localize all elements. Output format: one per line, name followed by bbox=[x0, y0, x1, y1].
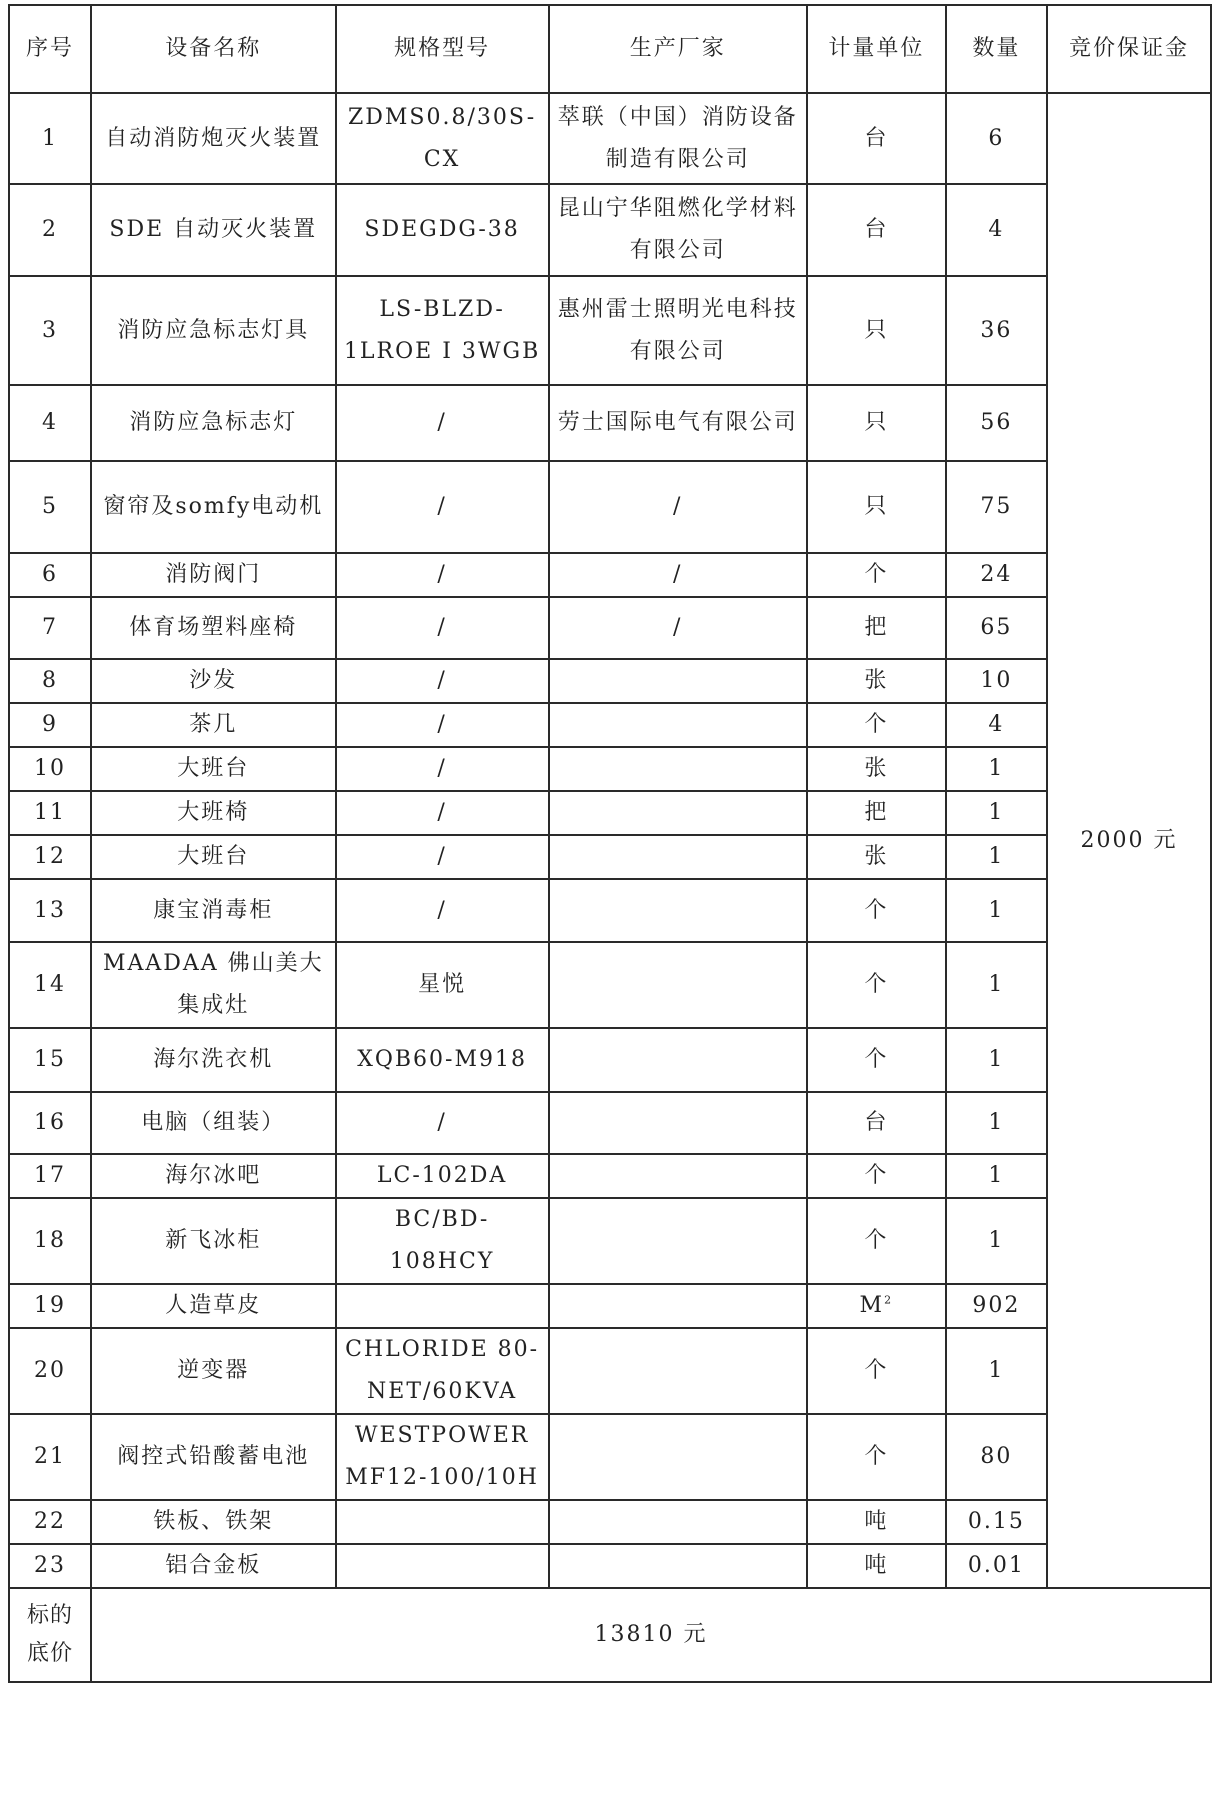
header-no: 序号 bbox=[9, 5, 91, 93]
cell-unit: 吨 bbox=[807, 1500, 946, 1544]
footer-value: 13810 元 bbox=[91, 1588, 1211, 1682]
table-row bbox=[9, 276, 1211, 385]
cell-no: 19 bbox=[9, 1284, 91, 1328]
cell-qty: 4 bbox=[946, 184, 1047, 276]
cell-qty: 1 bbox=[946, 1154, 1047, 1198]
cell-maker bbox=[549, 791, 807, 835]
cell-qty: 1 bbox=[946, 835, 1047, 879]
cell-spec: / bbox=[336, 597, 549, 659]
footer-label: 标的底价 bbox=[9, 1588, 91, 1682]
cell-qty: 1 bbox=[946, 1198, 1047, 1284]
cell-no: 5 bbox=[9, 461, 91, 553]
cell-qty: 56 bbox=[946, 385, 1047, 461]
cell-spec: LC-102DA bbox=[336, 1154, 549, 1198]
table-row bbox=[9, 703, 1211, 747]
cell-qty: 1 bbox=[946, 747, 1047, 791]
cell-spec: BC/BD-108HCY bbox=[336, 1198, 549, 1284]
cell-spec: / bbox=[336, 791, 549, 835]
cell-maker bbox=[549, 659, 807, 703]
cell-qty: 1 bbox=[946, 1328, 1047, 1414]
cell-unit: 个 bbox=[807, 553, 946, 597]
cell-no: 13 bbox=[9, 879, 91, 942]
cell-name: 沙发 bbox=[91, 659, 336, 703]
cell-name: SDE 自动灭火装置 bbox=[91, 184, 336, 276]
cell-qty: 36 bbox=[946, 276, 1047, 385]
table-row bbox=[9, 942, 1211, 1028]
header-unit: 计量单位 bbox=[807, 5, 946, 93]
header-name: 设备名称 bbox=[91, 5, 336, 93]
table-row bbox=[9, 597, 1211, 659]
cell-unit: 张 bbox=[807, 659, 946, 703]
cell-no: 11 bbox=[9, 791, 91, 835]
cell-unit: 把 bbox=[807, 791, 946, 835]
cell-maker bbox=[549, 1284, 807, 1328]
cell-qty: 80 bbox=[946, 1414, 1047, 1500]
cell-spec: CHLORIDE 80-NET/60KVA bbox=[336, 1328, 549, 1414]
cell-unit: 张 bbox=[807, 747, 946, 791]
cell-qty: 65 bbox=[946, 597, 1047, 659]
cell-name: 新飞冰柜 bbox=[91, 1198, 336, 1284]
cell-no: 20 bbox=[9, 1328, 91, 1414]
cell-spec: WESTPOWER MF12-100/10H bbox=[336, 1414, 549, 1500]
cell-qty: 4 bbox=[946, 703, 1047, 747]
table-row bbox=[9, 747, 1211, 791]
cell-qty: 6 bbox=[946, 93, 1047, 184]
cell-maker bbox=[549, 942, 807, 1028]
cell-maker bbox=[549, 1544, 807, 1588]
cell-unit: 个 bbox=[807, 1414, 946, 1500]
cell-name: 消防应急标志灯具 bbox=[91, 276, 336, 385]
cell-name: 大班台 bbox=[91, 747, 336, 791]
table-row bbox=[9, 1328, 1211, 1414]
cell-deposit: 2000 元 bbox=[1047, 93, 1211, 1588]
cell-maker bbox=[549, 835, 807, 879]
cell-spec: 星悦 bbox=[336, 942, 549, 1028]
unit-superscript: 2 bbox=[884, 1293, 894, 1307]
cell-name: 自动消防炮灭火装置 bbox=[91, 93, 336, 184]
cell-spec: / bbox=[336, 835, 549, 879]
cell-maker bbox=[549, 1414, 807, 1500]
unit-base: M bbox=[859, 1293, 885, 1318]
cell-name: 人造草皮 bbox=[91, 1284, 336, 1328]
cell-unit: 个 bbox=[807, 1028, 946, 1092]
cell-name: 康宝消毒柜 bbox=[91, 879, 336, 942]
cell-no: 15 bbox=[9, 1028, 91, 1092]
cell-no: 22 bbox=[9, 1500, 91, 1544]
cell-unit: 把 bbox=[807, 597, 946, 659]
table-row bbox=[9, 1198, 1211, 1284]
table-row bbox=[9, 553, 1211, 597]
cell-unit: 张 bbox=[807, 835, 946, 879]
cell-spec bbox=[336, 1284, 549, 1328]
cell-spec: / bbox=[336, 385, 549, 461]
cell-no: 16 bbox=[9, 1092, 91, 1154]
cell-name: 铁板、铁架 bbox=[91, 1500, 336, 1544]
cell-name: 大班台 bbox=[91, 835, 336, 879]
table-row bbox=[9, 1028, 1211, 1092]
cell-name: 海尔冰吧 bbox=[91, 1154, 336, 1198]
cell-no: 23 bbox=[9, 1544, 91, 1588]
cell-maker: 惠州雷士照明光电科技有限公司 bbox=[549, 276, 807, 385]
cell-spec: LS-BLZD-1LROE I 3WGB bbox=[336, 276, 549, 385]
cell-maker bbox=[549, 1500, 807, 1544]
table-row bbox=[9, 1414, 1211, 1500]
cell-spec: SDEGDG-38 bbox=[336, 184, 549, 276]
cell-maker: 劳士国际电气有限公司 bbox=[549, 385, 807, 461]
cell-no: 6 bbox=[9, 553, 91, 597]
cell-no: 12 bbox=[9, 835, 91, 879]
cell-unit: 吨 bbox=[807, 1544, 946, 1588]
cell-maker bbox=[549, 879, 807, 942]
cell-qty: 1 bbox=[946, 1092, 1047, 1154]
cell-maker bbox=[549, 747, 807, 791]
cell-qty: 1 bbox=[946, 791, 1047, 835]
cell-unit: 个 bbox=[807, 703, 946, 747]
cell-maker: / bbox=[549, 553, 807, 597]
cell-no: 7 bbox=[9, 597, 91, 659]
cell-name: 消防阀门 bbox=[91, 553, 336, 597]
cell-spec: ZDMS0.8/30S-CX bbox=[336, 93, 549, 184]
header-deposit: 竞价保证金 bbox=[1047, 5, 1211, 93]
cell-no: 1 bbox=[9, 93, 91, 184]
header-qty: 数量 bbox=[946, 5, 1047, 93]
cell-name: 消防应急标志灯 bbox=[91, 385, 336, 461]
cell-unit: 台 bbox=[807, 1092, 946, 1154]
cell-unit: 个 bbox=[807, 1154, 946, 1198]
cell-maker: / bbox=[549, 597, 807, 659]
cell-name: 逆变器 bbox=[91, 1328, 336, 1414]
cell-name: 电脑（组装） bbox=[91, 1092, 336, 1154]
cell-maker bbox=[549, 1154, 807, 1198]
cell-maker: 昆山宁华阻燃化学材料有限公司 bbox=[549, 184, 807, 276]
cell-maker bbox=[549, 1328, 807, 1414]
cell-no: 18 bbox=[9, 1198, 91, 1284]
cell-no: 9 bbox=[9, 703, 91, 747]
equipment-table bbox=[8, 4, 1212, 1683]
cell-unit: 个 bbox=[807, 1328, 946, 1414]
cell-no: 17 bbox=[9, 1154, 91, 1198]
cell-maker bbox=[549, 1028, 807, 1092]
cell-no: 3 bbox=[9, 276, 91, 385]
cell-spec: XQB60-M918 bbox=[336, 1028, 549, 1092]
cell-name: 铝合金板 bbox=[91, 1544, 336, 1588]
cell-name: 茶几 bbox=[91, 703, 336, 747]
cell-unit bbox=[807, 1284, 946, 1328]
cell-qty: 0.15 bbox=[946, 1500, 1047, 1544]
cell-unit: 只 bbox=[807, 276, 946, 385]
table-row bbox=[9, 461, 1211, 553]
cell-unit: 只 bbox=[807, 461, 946, 553]
table-row bbox=[9, 1092, 1211, 1154]
cell-name: 海尔洗衣机 bbox=[91, 1028, 336, 1092]
cell-no: 2 bbox=[9, 184, 91, 276]
cell-qty: 1 bbox=[946, 1028, 1047, 1092]
cell-qty: 1 bbox=[946, 879, 1047, 942]
cell-unit: 台 bbox=[807, 184, 946, 276]
table-row bbox=[9, 1154, 1211, 1198]
table-row bbox=[9, 1544, 1211, 1588]
cell-no: 14 bbox=[9, 942, 91, 1028]
table-header-row bbox=[9, 5, 1211, 93]
header-maker: 生产厂家 bbox=[549, 5, 807, 93]
cell-maker bbox=[549, 1198, 807, 1284]
cell-spec bbox=[336, 1544, 549, 1588]
cell-name: 窗帘及somfy电动机 bbox=[91, 461, 336, 553]
cell-unit: 个 bbox=[807, 1198, 946, 1284]
table-row bbox=[9, 1500, 1211, 1544]
cell-unit: 台 bbox=[807, 93, 946, 184]
cell-qty: 0.01 bbox=[946, 1544, 1047, 1588]
header-spec: 规格型号 bbox=[336, 5, 549, 93]
cell-spec: / bbox=[336, 879, 549, 942]
cell-qty: 1 bbox=[946, 942, 1047, 1028]
table-row bbox=[9, 835, 1211, 879]
cell-maker: / bbox=[549, 461, 807, 553]
cell-no: 21 bbox=[9, 1414, 91, 1500]
cell-unit: 个 bbox=[807, 942, 946, 1028]
table-footer-row bbox=[9, 1588, 1211, 1682]
cell-maker: 萃联（中国）消防设备制造有限公司 bbox=[549, 93, 807, 184]
cell-spec: / bbox=[336, 659, 549, 703]
cell-maker bbox=[549, 703, 807, 747]
table-row bbox=[9, 879, 1211, 942]
cell-qty: 902 bbox=[946, 1284, 1047, 1328]
cell-name: MAADAA 佛山美大集成灶 bbox=[91, 942, 336, 1028]
cell-spec: / bbox=[336, 1092, 549, 1154]
table-row bbox=[9, 791, 1211, 835]
cell-qty: 10 bbox=[946, 659, 1047, 703]
cell-spec bbox=[336, 1500, 549, 1544]
table-row bbox=[9, 659, 1211, 703]
cell-spec: / bbox=[336, 703, 549, 747]
cell-unit: 只 bbox=[807, 385, 946, 461]
cell-name: 大班椅 bbox=[91, 791, 336, 835]
cell-spec: / bbox=[336, 747, 549, 791]
table-row bbox=[9, 184, 1211, 276]
cell-no: 10 bbox=[9, 747, 91, 791]
cell-no: 8 bbox=[9, 659, 91, 703]
cell-name: 体育场塑料座椅 bbox=[91, 597, 336, 659]
cell-unit: 个 bbox=[807, 879, 946, 942]
cell-qty: 75 bbox=[946, 461, 1047, 553]
cell-name: 阀控式铅酸蓄电池 bbox=[91, 1414, 336, 1500]
table-row bbox=[9, 93, 1211, 184]
cell-maker bbox=[549, 1092, 807, 1154]
cell-spec: / bbox=[336, 553, 549, 597]
table-row bbox=[9, 1284, 1211, 1328]
table-row bbox=[9, 385, 1211, 461]
cell-no: 4 bbox=[9, 385, 91, 461]
cell-spec: / bbox=[336, 461, 549, 553]
cell-qty: 24 bbox=[946, 553, 1047, 597]
